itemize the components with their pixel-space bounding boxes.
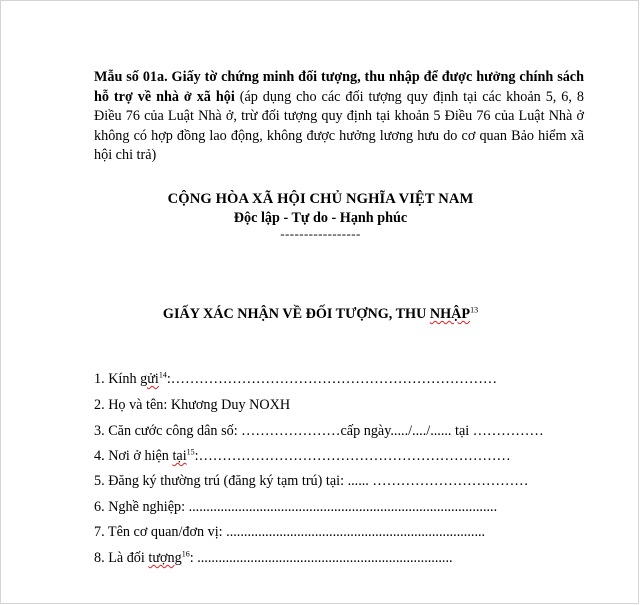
motto: Độc lập - Tự do - Hạnh phúc [233, 210, 408, 226]
field-recipient-blank: :…………………………………………………………… [166, 371, 498, 387]
field-recipient-squiggle: gửi [140, 371, 159, 387]
field-subject-squiggle: tượng [148, 550, 182, 566]
country-heading: CỘNG HÒA XÃ HỘI CHỦ NGHĨA VIỆT NAM [167, 191, 474, 207]
field-current-residence [94, 447, 511, 465]
field-residence-label: 4. Nơi ở hiện [94, 448, 173, 464]
field-subject-blank: : ........................................................................ [189, 550, 453, 566]
field-subject-type [94, 549, 453, 567]
field-registration: 5. Đăng ký thường trú (đăng ký tạm trú) tại: ...... …………………………… [94, 473, 529, 489]
field-residence-squiggle: tại [172, 448, 187, 464]
document-title [1, 306, 640, 323]
footnote-ref-16: 16 [181, 549, 190, 559]
footnote-ref-13: 13 [470, 305, 479, 315]
field-residence-blank: :………………………………………………………… [194, 448, 511, 464]
form-header [94, 68, 584, 166]
separator: ----------------- [280, 226, 361, 241]
document-title-main: GIẤY XÁC NHẬN VỀ ĐỐI TƯỢNG, THU [162, 306, 430, 322]
field-id-card: 3. Căn cước công dân số: …………………cấp ngày...../..../...... tại …………… [94, 423, 544, 439]
field-full-name: 2. Họ và tên: Khương Duy NOXH [94, 397, 291, 413]
footnote-ref-15: 15 [186, 447, 195, 457]
form-header-note: (áp dụng cho các đối tượng quy định tại các khoản 5, 6, 8 Điều 76 của Luật Nhà ở, trừ đối tượng quy định tại khoản 5 Điều 76 của Luật Nhà ở không có hợp đồng lao động, không được hưởng lương hưu do cơ quan Bảo hiểm xã hội chi trả) [94, 88, 584, 163]
form-header-bold: Mẫu số 01a. Giấy tờ chứng minh đối tượng, thu nhập để được hưởng chính sách hỗ trợ về nhà ở xã hội [94, 69, 584, 105]
document-title-squiggle: NHẬP [429, 306, 471, 322]
footnote-ref-14: 14 [158, 370, 167, 380]
field-recipient-label: 1. Kính [94, 371, 141, 387]
field-subject-label: 8. Là đối [94, 550, 149, 566]
field-occupation: 6. Nghề nghiệp: ....................................................................................... [94, 499, 498, 515]
field-recipient [94, 370, 497, 388]
field-organization: 7. Tên cơ quan/đơn vị: ......................................................................... [94, 524, 486, 540]
